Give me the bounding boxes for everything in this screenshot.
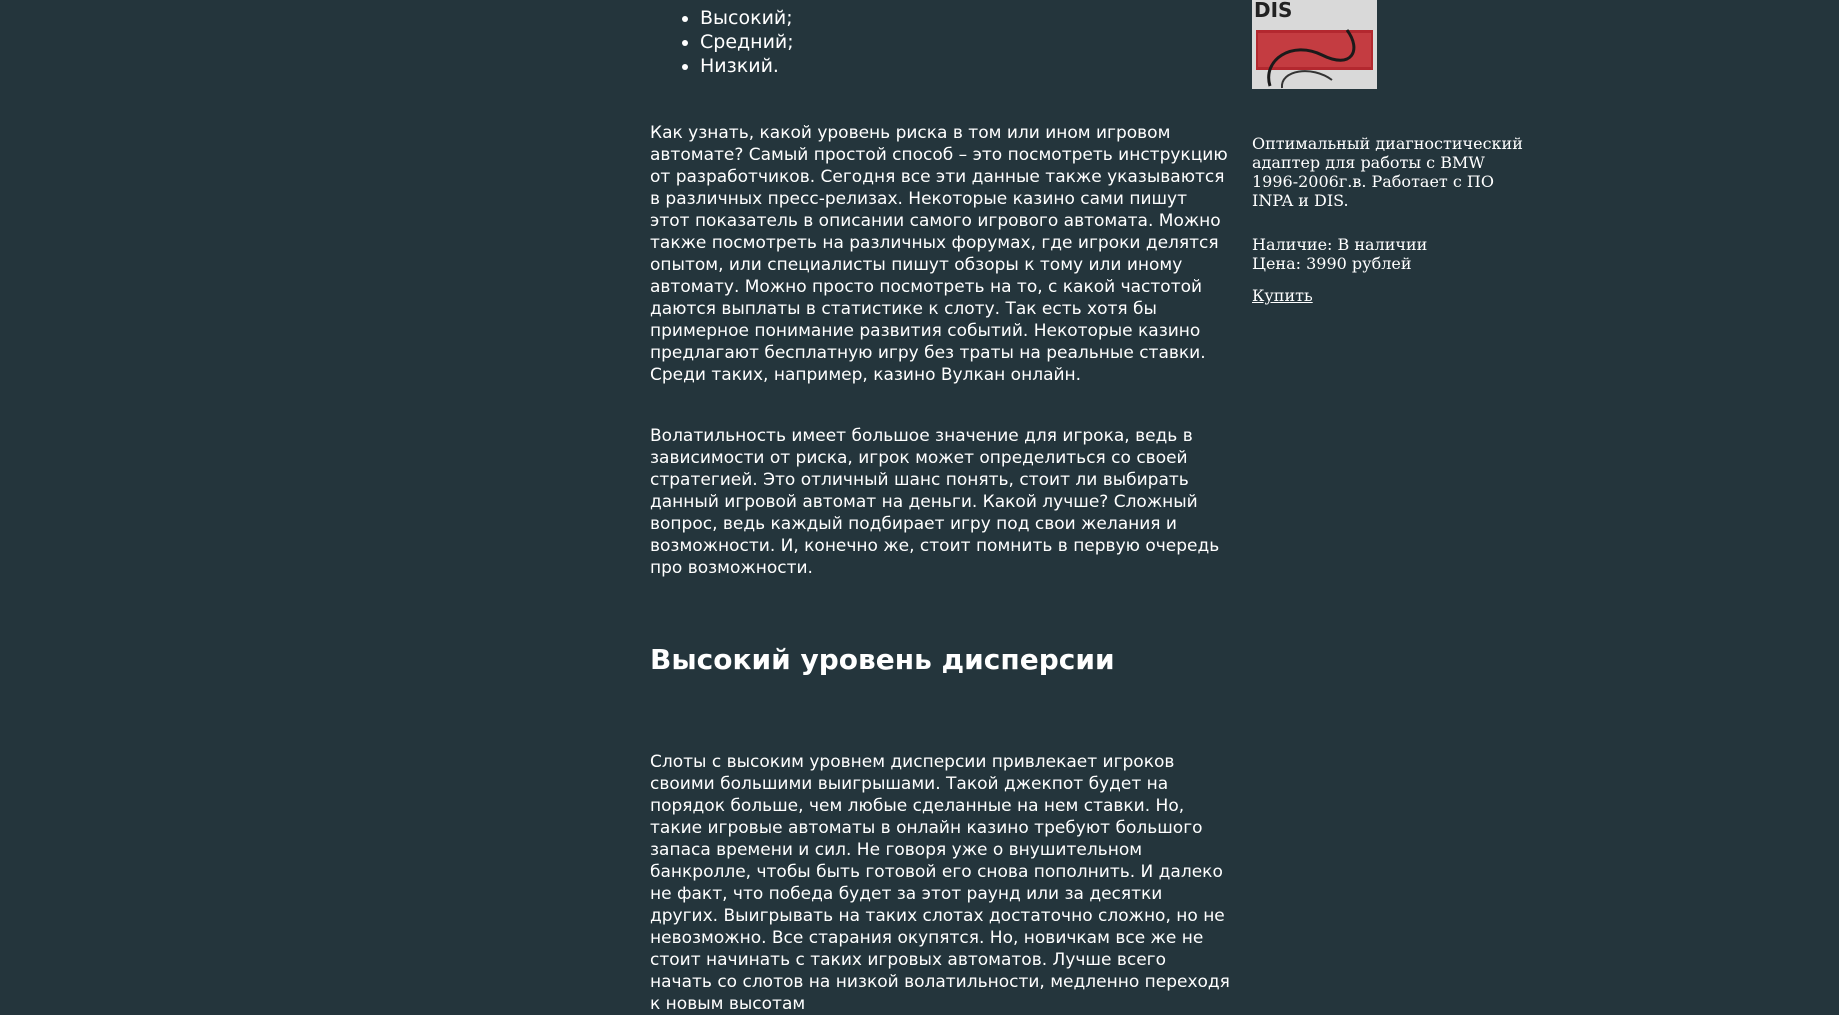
list-item: • Высокий;: [700, 6, 794, 30]
price-text: Цена: 3990 рублей: [1252, 254, 1412, 273]
article-paragraph: Как узнать, какой уровень риска в том или ином игровом автомате? Самый простой способ – это посмотреть инструкцию от разработчиков. Сегодня все эти данные также указываются в различных пресс-релизах. Некоторые казино сами пишут этот показатель в описании самого игрового автомата. Можно также посмотреть на различных форумах, где игроки делятся опытом, или специалисты пишут обзоры к тому или иному автомату. Можно просто посмотреть на то, с какой частотой даются выплаты в статистике к слоту. Так есть хотя бы примерное понимание развития событий. Некоторые казино предлагают бесплатную игру без траты на реальные ставки. Среди таких, например, казино Вулкан онлайн.: [650, 123, 1228, 385]
volatility-levels-list: [650, 6, 794, 78]
list-item: • Низкий.: [700, 54, 794, 78]
buy-link[interactable]: Купить: [1252, 286, 1313, 305]
product-image[interactable]: [1252, 0, 1377, 89]
section-heading: Высокий уровень дисперсии: [650, 643, 1115, 676]
list-item: • Средний;: [700, 30, 794, 54]
article-paragraph: Слоты с высоким уровнем дисперсии привлекает игроков своими большими выигрышами. Такой джекпот будет на порядок больше, чем любые сделанные на нем ставки. Но, такие игровые автоматы в онлайн казино требуют большого запаса времени и сил. Не говоря уже о внушительном банкролле, чтобы быть готовой его снова пополнить. И далеко не факт, что победа будет за этот раунд или за десятки других. Выигрывать на таких слотах достаточно сложно, но не невозможно. Все старания окупятся. Но, новичкам все же не стоит начинать с таких игровых автоматов. Лучше всего начать со слотов на низкой волатильности, медленно переходя к новым высотам: [650, 752, 1230, 1014]
product-description: Оптимальный диагностический адаптер для работы с BMW 1996-2006г.в. Работает с ПО INPA и DIS.: [1252, 134, 1523, 210]
product-image-label: DIS: [1254, 0, 1293, 22]
article-paragraph: Волатильность имеет большое значение для игрока, ведь в зависимости от риска, игрок может определиться со своей стратегией. Это отличный шанс понять, стоит ли выбирать данный игровой автомат на деньги. Какой лучше? Сложный вопрос, ведь каждый подбирает игру под свои желания и возможности. И, конечно же, стоит помнить в первую очередь про возможности.: [650, 426, 1220, 578]
availability-text: Наличие: В наличии: [1252, 235, 1428, 254]
